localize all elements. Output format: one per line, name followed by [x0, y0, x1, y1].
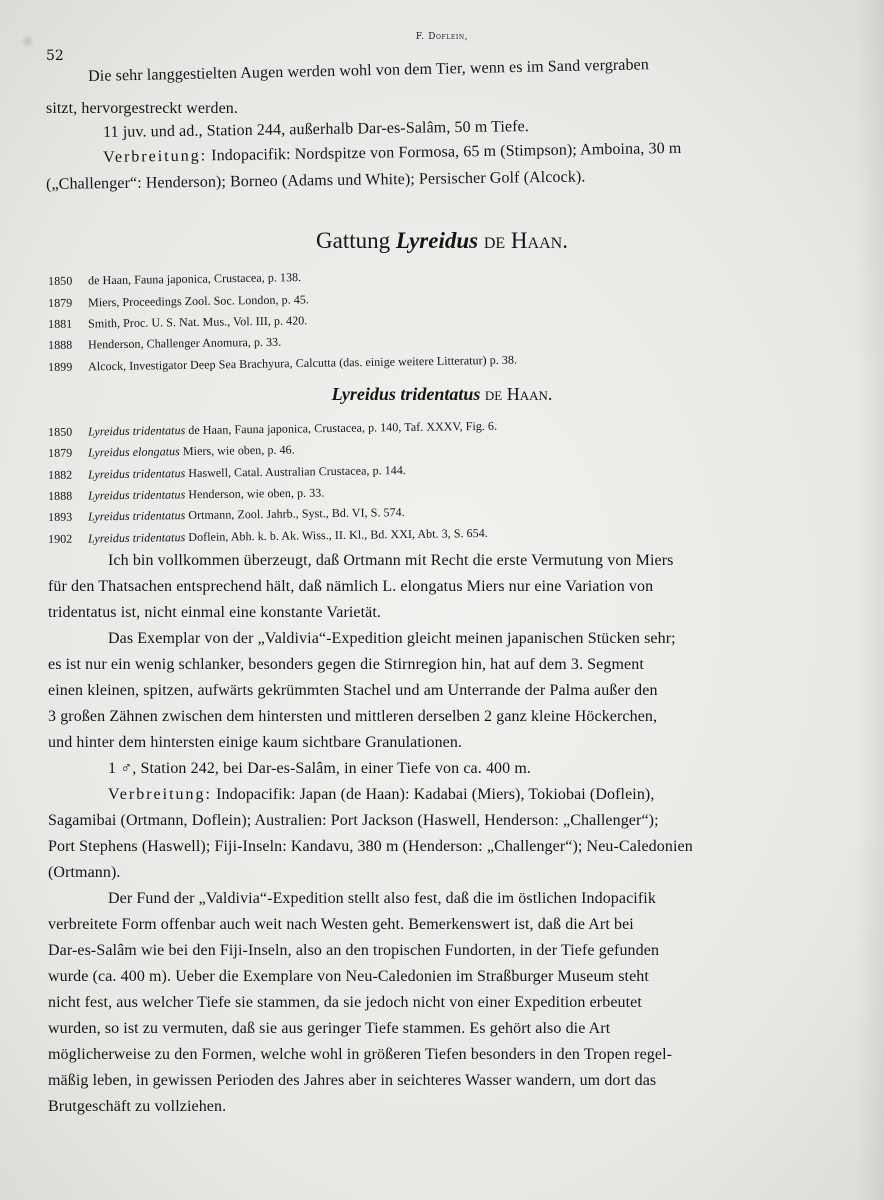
distribution-line: Sagamibai (Ortmann, Doflein); Australien: Port Jackson (Haswell, Henderson: „Challenger“); — [48, 812, 659, 829]
reference-text: Doflein, Abh. k. b. Ak. Wiss., II. Kl., Bd. XXI, Abt. 3, S. 654. — [188, 525, 488, 545]
genus-prefix: Gattung — [316, 228, 391, 253]
reference-year: 1888 — [48, 337, 73, 352]
paragraph-1-line: Ich bin vollkommen überzeugt, daß Ortmann mit Recht die erste Vermutung von Miers — [108, 552, 674, 569]
reference-text: Henderson, wie oben, p. 33. — [188, 485, 325, 502]
paragraph-3-line: Brutgeschäft zu vollziehen. — [48, 1098, 227, 1115]
page-number: 52 — [46, 48, 64, 64]
reference-year: 1902 — [48, 531, 73, 546]
genus-reference — [48, 270, 301, 289]
paragraph-2-line: es ist nur ein wenig schlanker, besonders gegen die Stirnregion hin, hat auf dem 3. Segment — [48, 656, 644, 673]
paragraph-3-line: wurden, so ist zu vermuten, daß sie aus geringer Tiefe stammen. Es gehört also die Art — [48, 1020, 611, 1037]
reference-year: 1893 — [48, 509, 73, 524]
distribution-line: Port Stephens (Haswell); Fiji-Inseln: Kandavu, 380 m (Henderson: „Challenger“); Neu-Caledonien — [48, 838, 693, 855]
reference-year: 1879 — [48, 445, 73, 460]
paragraph-3-line: mäßig leben, in gewissen Perioden des Jahres aber in seichteres Wasser wandern, um dort das — [48, 1072, 657, 1089]
species-reference — [48, 419, 497, 440]
reference-text: Ortmann, Zool. Jahrb., Syst., Bd. VI, S. 574. — [188, 505, 405, 523]
intro-line-1: Die sehr langgestielten Augen werden wohl von dem Tier, wenn es im Sand vergraben — [88, 56, 650, 85]
paragraph-3-line: Der Fund der „Valdivia“-Expedition stellt also fest, daß die im östlichen Indopacifik — [108, 890, 656, 907]
reference-species-name: Lyreidus elongatus — [87, 444, 180, 460]
reference-species-name: Lyreidus tridentatus — [87, 508, 186, 524]
genus-reference — [48, 335, 281, 353]
genus-author: de Haan. — [483, 228, 568, 253]
paragraph-3-line: möglicherweise zu den Formen, welche wohl in größeren Tiefen besonders in den Tropen regel- — [48, 1046, 673, 1063]
reference-year: 1850 — [48, 273, 73, 288]
species-reference — [48, 486, 324, 504]
genus-heading — [0, 228, 884, 254]
reference-text: Alcock, Investigator Deep Sea Brachyura, Calcutta (das. einige weitere Litteratur) p. 38. — [87, 352, 518, 374]
paragraph-1-line: für den Thatsachen entsprechend hält, daß nämlich L. elongatus Miers nur eine Variation von — [48, 578, 654, 595]
distribution-text: Indopacifik: Japan (de Haan): Kadabai (Miers), Tokiobai (Doflein), — [216, 786, 655, 803]
paragraph-2-line: Das Exemplar von der „Valdivia“-Expedition gleicht meinen japanischen Stücken sehr; — [108, 630, 676, 647]
distribution-text: Indopacifik: Nordspitze von Formosa, 65 m (Stimpson); Amboina, 30 m — [211, 139, 682, 165]
paragraph-3-line: verbreitete Form offenbar auch weit nach Westen geht. Bemerkenswert ist, daß die Art bei — [48, 916, 634, 933]
paragraph-2-line: und hinter dem hintersten einige kaum sichtbare Granulationen. — [48, 734, 463, 751]
reference-text: Miers, wie oben, p. 46. — [182, 442, 295, 459]
reference-species-name: Lyreidus tridentatus — [87, 466, 186, 482]
distribution-label: Verbreitung: — [108, 786, 212, 803]
reference-year: 1882 — [48, 467, 73, 482]
species-heading — [0, 384, 884, 405]
reference-year: 1899 — [48, 359, 73, 374]
page-edge-shadow — [856, 0, 884, 1200]
reference-text: de Haan, Fauna japonica, Crustacea, p. 138. — [87, 270, 302, 288]
reference-text: Smith, Proc. U. S. Nat. Mus., Vol. III, p. 420. — [87, 313, 308, 331]
distribution-label: Verbreitung: — [103, 147, 208, 166]
reference-species-name: Lyreidus tridentatus — [87, 487, 186, 503]
reference-text: de Haan, Fauna japonica, Crustacea, p. 140, Taf. XXXV, Fig. 6. — [188, 418, 498, 438]
paragraph-2-line: einen kleinen, spitzen, aufwärts gekrümmten Stachel und am Unterrande der Palma außer den — [48, 682, 658, 699]
intro-line-2: sitzt, hervorgestreckt werden. — [46, 100, 238, 117]
reference-year: 1879 — [48, 295, 73, 310]
intro-line-3: 11 juv. und ad., Station 244, außerhalb Dar-es-Salâm, 50 m Tiefe. — [103, 118, 530, 141]
intro-distribution-line — [103, 140, 682, 167]
genus-name: Lyreidus — [395, 228, 479, 253]
species-reference — [48, 526, 488, 547]
paragraph-3-line: wurde (ca. 400 m). Ueber die Exemplare von Neu-Caledonien im Straßburger Museum steht — [48, 968, 649, 985]
reference-species-name: Lyreidus tridentatus — [87, 423, 186, 439]
reference-species-name: Lyreidus tridentatus — [87, 530, 186, 546]
genus-reference — [48, 353, 517, 375]
station-line: 1 ♂, Station 242, bei Dar-es-Salâm, in einer Tiefe von ca. 400 m. — [108, 760, 531, 777]
intro-line-5: („Challenger“: Henderson); Borneo (Adams und White); Persischer Golf (Alcock). — [46, 168, 586, 193]
species-reference — [48, 505, 405, 525]
reference-text: Haswell, Catal. Australian Crustacea, p. 144. — [188, 463, 406, 481]
species-name: Lyreidus tridentatus — [331, 384, 481, 404]
species-author: de Haan. — [484, 384, 553, 404]
reference-text: Henderson, Challenger Anomura, p. 33. — [87, 334, 282, 352]
reference-year: 1888 — [48, 488, 73, 503]
genus-reference — [48, 292, 309, 311]
genus-reference — [48, 313, 307, 332]
reference-year: 1850 — [48, 424, 73, 439]
reference-text: Miers, Proceedings Zool. Soc. London, p. 45. — [87, 292, 310, 310]
distribution-line: (Ortmann). — [48, 864, 121, 881]
paragraph-2-line: 3 großen Zähnen zwischen dem hintersten und mittleren derselben 2 ganz kleine Höckerchen, — [48, 708, 658, 725]
paragraph-1-line: tridentatus ist, nicht einmal eine konstante Varietät. — [48, 604, 382, 621]
species-reference — [48, 443, 295, 461]
reference-year: 1881 — [48, 316, 73, 331]
paragraph-3-line: Dar-es-Salâm wie bei den Fiji-Inseln, also an den tropischen Fundorten, in der Tiefe gefunden — [48, 942, 660, 959]
distribution-line — [108, 786, 654, 804]
running-head: F. Doflein, — [415, 32, 469, 42]
species-reference — [48, 463, 406, 483]
paragraph-3-line: nicht fest, aus welcher Tiefe sie stammen, da sie jedoch nicht von einer Expedition erbeutet — [48, 994, 642, 1011]
